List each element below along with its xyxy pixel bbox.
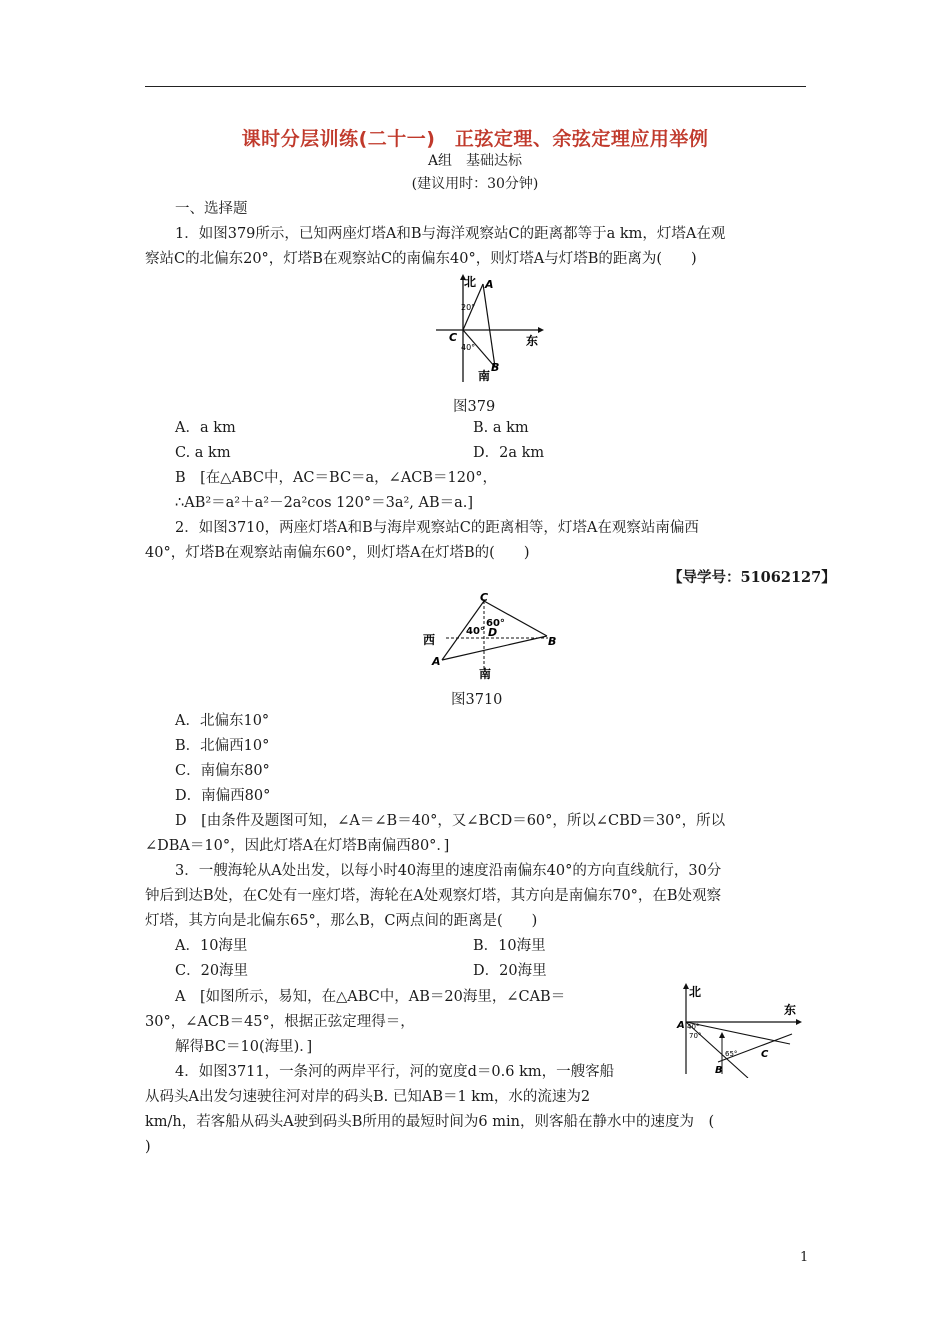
q3-line1: 3．一艘海轮从A处出发，以每小时40海里的速度沿南偏东40°的方向直线航行，30分 xyxy=(175,863,722,879)
point-A-label: A xyxy=(677,1020,685,1031)
section-heading: 一、选择题 xyxy=(175,201,248,217)
q3-option-a: A．10海里 xyxy=(175,938,248,954)
page-title: 课时分层训练(二十一) 正弦定理、余弦定理应用举例 xyxy=(241,128,709,150)
q3-option-b: B．10海里 xyxy=(473,938,546,954)
q3-answer-line2: 30°，∠ACB＝45°，根据正弦定理得＝， xyxy=(145,1014,415,1030)
figure-379 xyxy=(428,274,548,386)
q3-line3: 灯塔，其方向是北偏东65°，那么B，C两点间的距离是( ) xyxy=(145,913,538,929)
time-hint: (建议用时：30分钟) xyxy=(411,176,539,192)
north-at-B-arrowhead xyxy=(719,1032,725,1038)
south-label: 南 xyxy=(479,667,492,680)
point-B-label: B xyxy=(548,635,557,648)
angle-40-label: 40° xyxy=(461,343,476,352)
header-rule xyxy=(145,86,806,87)
q3-answer-line1: A [如图所示，易知，在△ABC中，AB＝20海里，∠CAB＝ xyxy=(175,989,566,1005)
point-D-label: D xyxy=(488,626,498,639)
q2-answer-line2: ∠DBA＝10°，因此灯塔A在灯塔B南偏西80°．] xyxy=(145,838,450,854)
point-C-label: C xyxy=(449,331,458,344)
q4-line2: 从码头A出发匀速驶往河对岸的码头B. 已知AB＝1 km，水的流速为2 xyxy=(145,1089,591,1105)
q1-option-c: C. a km xyxy=(175,445,231,461)
q3-line2: 钟后到达B处，在C处有一座灯塔，海轮在A处观察灯塔，其方向是南偏东70°，在B处观察 xyxy=(145,888,722,904)
q1-answer-line1: B [在△ABC中，AC＝BC＝a，∠ACB＝120°， xyxy=(175,470,497,486)
group-label: A组 基础达标 xyxy=(427,153,523,169)
north-label: 北 xyxy=(464,275,477,289)
q2-line1: 2．如图3710，两座灯塔A和B与海岸观察站C的距离相等，灯塔A在观察站南偏西 xyxy=(175,520,699,536)
angle-40-label: 40° xyxy=(687,1023,700,1031)
south-label: 南 xyxy=(478,369,491,383)
point-B-label: B xyxy=(715,1065,723,1076)
figure-3710-caption: 图3710 xyxy=(451,692,503,708)
q3-option-d: D．20海里 xyxy=(473,963,547,979)
point-C-label: C xyxy=(761,1049,769,1060)
q4-line3: km/h，若客船从码头A驶到码头B所用的最短时间为6 min，则客船在静水中的速度为 ( xyxy=(145,1114,715,1130)
q2-option-a: A．北偏东10° xyxy=(175,713,270,729)
west-label: 西 xyxy=(423,633,436,647)
east-arrowhead xyxy=(538,327,544,333)
figure-379-caption: 图379 xyxy=(453,399,496,415)
q4-line4: ) xyxy=(145,1139,151,1155)
q2-option-c: C．南偏东80° xyxy=(175,763,270,779)
q1-option-d: D．2a km xyxy=(473,445,545,461)
figure-3710 xyxy=(420,592,570,680)
q4-line1: 4．如图3711，一条河的两岸平行，河的宽度d＝0.6 km，一艘客船 xyxy=(175,1064,615,1080)
page-number: 1 xyxy=(800,1250,809,1265)
segment-AB xyxy=(442,636,547,660)
point-C-label: C xyxy=(480,592,489,604)
q1-option-a: A．a km xyxy=(175,420,236,436)
q2-option-d: D．南偏西80° xyxy=(175,788,271,804)
east-arrowhead xyxy=(796,1019,802,1025)
angle-65-label: 65° xyxy=(725,1050,738,1058)
q2-option-b: B．北偏西10° xyxy=(175,738,270,754)
guide-number: 【导学号：51062127】 xyxy=(668,569,836,586)
q3-answer-line3: 解得BC＝10(海里)．] xyxy=(175,1039,313,1055)
angle-60-label: 60° xyxy=(486,618,505,629)
angle-40-label: 40° xyxy=(466,626,485,637)
point-A-label: A xyxy=(432,655,441,668)
q1-option-b: B. a km xyxy=(473,420,529,436)
angle-20-label: 20° xyxy=(461,303,476,312)
q1-line2: 察站C的北偏东20°，灯塔B在观察站C的南偏东40°，则灯塔A与灯塔B的距离为( ) xyxy=(145,251,697,267)
east-label: 东 xyxy=(784,1003,797,1017)
q2-line2: 40°，灯塔B在观察站南偏东60°，则灯塔A在灯塔B的( ) xyxy=(145,545,530,561)
point-B-label: B xyxy=(491,361,500,374)
figure-q3 xyxy=(668,982,804,1078)
point-A-label: A xyxy=(485,278,494,291)
q3-option-c: C．20海里 xyxy=(175,963,249,979)
q1-answer-line2: ∴AB²＝a²＋a²－2a²cos 120°＝3a², AB＝a.] xyxy=(175,495,474,511)
q1-line1: 1．如图379所示，已知两座灯塔A和B与海洋观察站C的距离都等于a km，灯塔A在观 xyxy=(175,226,726,242)
north-label: 北 xyxy=(689,985,702,999)
q2-answer-line1: D [由条件及题图可知，∠A＝∠B＝40°，又∠BCD＝60°，所以∠CBD＝30°，所以 xyxy=(175,813,726,829)
angle-70-label: 70° xyxy=(689,1032,702,1040)
east-label: 东 xyxy=(526,334,539,348)
